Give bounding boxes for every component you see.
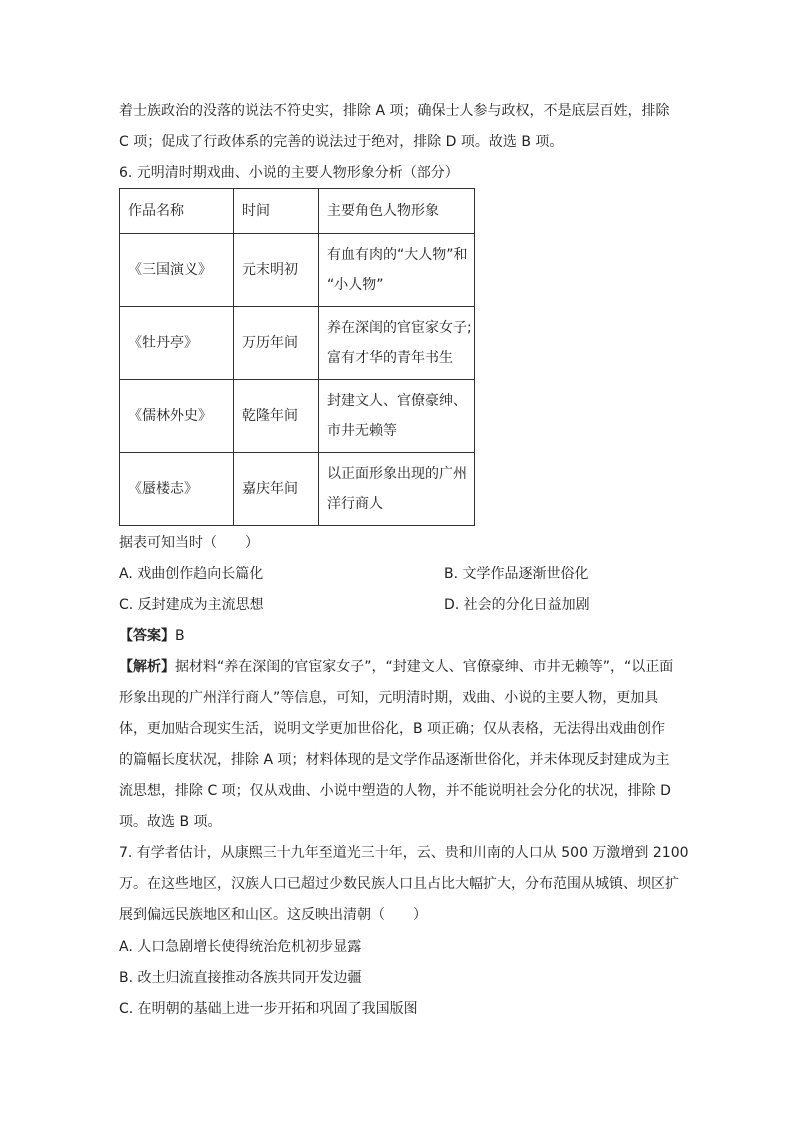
table-row xyxy=(120,380,475,453)
intro-line-2: C 项；促成了行政体系的完善的说法过于绝对，排除 D 项。故选 B 项。 xyxy=(119,134,564,150)
cell-work: 《牡丹亭》 xyxy=(120,307,234,380)
question-7-stem-line: 展到偏远民族地区和山区。这反映出清朝（ ） xyxy=(119,907,427,923)
answer-line xyxy=(119,626,185,646)
question-6-title: 6. 元明清时期戏曲、小说的主要人物形象分析（部分） xyxy=(119,165,459,181)
header-desc: 主要角色人物形象 xyxy=(319,189,475,234)
cell-work: 《蜃楼志》 xyxy=(120,453,234,526)
table-row xyxy=(120,453,475,526)
cell-desc-line: 有血有肉的“大人物”和 xyxy=(327,247,468,263)
option-d[interactable]: D. 社会的分化日益加剧 xyxy=(444,597,590,613)
works-table xyxy=(119,188,475,526)
option-a[interactable]: A. 戏曲创作趋向长篇化 xyxy=(119,566,264,582)
cell-time: 嘉庆年间 xyxy=(234,453,319,526)
option-b[interactable]: B. 文学作品逐渐世俗化 xyxy=(444,566,589,582)
intro-line-1: 着士族政治的没落的说法不符史实，排除 A 项；确保士人参与政权，不是底层百姓，排除 xyxy=(119,103,670,119)
option-a[interactable]: A. 人口急剧增长使得统治危机初步显露 xyxy=(119,939,362,955)
cell-desc-line: 养在深闺的官宦家女子; xyxy=(327,320,472,336)
analysis-line: 形象出现的广州洋行商人”等信息，可知，元明清时期，戏曲、小说的主要人物，更加具 xyxy=(119,690,659,706)
cell-desc xyxy=(319,307,475,380)
cell-desc xyxy=(319,380,475,453)
analysis-line xyxy=(119,657,673,677)
cell-desc-line: 市井无赖等 xyxy=(327,423,397,439)
table-row xyxy=(120,307,475,380)
cell-desc xyxy=(319,453,475,526)
cell-desc-line: 封建文人、官僚豪绅、 xyxy=(327,393,467,409)
option-b[interactable]: B. 改土归流直接推动各族共同开发边疆 xyxy=(119,970,362,986)
option-c[interactable]: C. 反封建成为主流思想 xyxy=(119,597,264,613)
cell-desc-line: 富有才华的青年书生 xyxy=(327,350,453,366)
analysis-line: 体，更加贴合现实生活，说明文学更加世俗化，B 项正确；仅从表格，无法得出戏曲创作 xyxy=(119,721,666,737)
cell-work: 《三国演义》 xyxy=(120,234,234,307)
cell-work: 《儒林外史》 xyxy=(120,380,234,453)
answer-value: B xyxy=(175,628,185,644)
analysis-text: 据材料“养在深闺的官宦家女子”，“封建文人、官僚豪绅、市井无赖等”，“以正面 xyxy=(175,659,674,675)
analysis-line: 项。故选 B 项。 xyxy=(119,814,222,830)
table-header-row xyxy=(120,189,475,234)
cell-desc xyxy=(319,234,475,307)
analysis-tag: 【解析】 xyxy=(119,659,175,675)
question-7-stem-line: 7. 有学者估计，从康熙三十九年至道光三十年，云、贵和川南的人口从 500 万激增到 2100 xyxy=(119,845,689,861)
answer-tag: 【答案】 xyxy=(119,628,175,644)
analysis-line: 的篇幅长度状况，排除 A 项；材料体现的是文学作品逐渐世俗化，并未体现反封建成为主 xyxy=(119,752,670,768)
analysis-line: 流思想，排除 C 项；仅从戏曲、小说中塑造的人物，并不能说明社会分化的状况，排除 D xyxy=(119,783,671,799)
header-time: 时间 xyxy=(234,189,319,234)
question-6-stem: 据表可知当时（ ） xyxy=(119,535,259,551)
table-row xyxy=(120,234,475,307)
cell-desc-line: “小人物” xyxy=(327,277,384,293)
option-c[interactable]: C. 在明朝的基础上进一步开拓和巩固了我国版图 xyxy=(119,1001,418,1017)
cell-time: 元末明初 xyxy=(234,234,319,307)
question-7-stem-line: 万。在这些地区，汉族人口已超过少数民族人口且占比大幅扩大，分布范围从城镇、坝区扩 xyxy=(119,876,679,892)
cell-time: 乾隆年间 xyxy=(234,380,319,453)
header-work: 作品名称 xyxy=(120,189,234,234)
cell-desc-line: 以正面形象出现的广州 xyxy=(327,466,467,482)
cell-time: 万历年间 xyxy=(234,307,319,380)
cell-desc-line: 洋行商人 xyxy=(327,496,383,512)
